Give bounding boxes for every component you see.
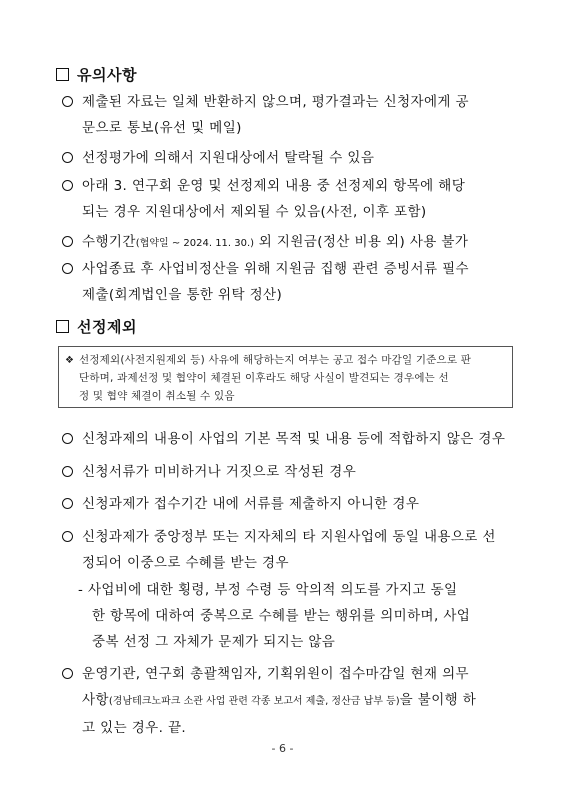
item-text-line: 선정평가에 의해서 지원대상에서 탈락될 수 있음 <box>82 150 375 166</box>
item-text-line <box>62 229 522 257</box>
circle-bullet-icon <box>62 236 73 247</box>
sub-item <box>78 577 518 655</box>
item-small-text: (협약일 ~ 2024. 11. 30.) <box>135 238 255 249</box>
notice-box <box>58 346 513 408</box>
circle-bullet-icon <box>62 152 73 163</box>
item-text: 외 지원금(정산 비용 외) 사용 불가 <box>254 234 469 250</box>
item-text-line: 제출된 자료는 일체 반환하지 않으며, 평가결과는 신청자에게 공 <box>82 94 469 110</box>
item-text-line: 문으로 통보(유선 및 메일) <box>82 120 242 136</box>
checkbox-square-icon <box>56 68 69 81</box>
list-item <box>62 229 522 257</box>
circle-bullet-icon <box>62 668 73 679</box>
circle-bullet-icon <box>62 433 73 444</box>
item-text-line: 되는 경우 지원대상에서 제외될 수 있음(사전, 이후 포함) <box>82 204 427 220</box>
item-text-line: 아래 3. 연구회 운영 및 선정제외 내용 중 선정제외 항목에 해당 <box>82 178 466 194</box>
item-text-line: 고 있는 경우. 끝. <box>82 720 187 736</box>
list-item <box>62 661 522 741</box>
list-item <box>62 145 522 171</box>
item-text: 사항 <box>82 692 109 708</box>
section-heading-exclusions <box>56 316 137 337</box>
page-number: - 6 - <box>271 742 294 755</box>
list-item <box>62 173 522 225</box>
item-text-line: 신청과제의 내용이 사업의 기본 목적 및 내용 등에 적합하지 않은 경우 <box>82 431 506 447</box>
notice-text-line: 정 및 협약 체결이 취소될 수 있음 <box>79 390 235 402</box>
circle-bullet-icon <box>62 180 73 191</box>
circle-bullet-icon <box>62 466 73 477</box>
checkbox-square-icon <box>56 320 69 333</box>
item-text-line: 신청과제가 중앙정부 또는 지자체의 타 지원사업에 동일 내용으로 선 <box>82 529 496 545</box>
sub-text-line: 중복 선정 그 자체가 문제가 되지는 않음 <box>92 634 336 650</box>
item-text-line: 정되어 이중으로 수혜를 받는 경우 <box>82 555 289 571</box>
list-item <box>62 524 522 576</box>
item-text-line: 신청과제가 접수기간 내에 서류를 제출하지 아니한 경우 <box>82 496 420 512</box>
item-text-line: 사업종료 후 사업비정산을 위해 지원금 집행 관련 증빙서류 필수 <box>82 261 469 277</box>
item-text-line: 신청서류가 미비하거나 거짓으로 작성된 경우 <box>82 464 357 480</box>
circle-bullet-icon <box>62 96 73 107</box>
list-item <box>62 89 522 141</box>
sub-text-line: 한 항목에 대하여 중복으로 수혜를 받는 행위를 의미하며, 사업 <box>92 608 471 624</box>
diamond-bullet-icon: ❖ <box>65 355 75 366</box>
item-text-line <box>62 687 522 715</box>
item-text-line: 제출(회계법인을 통한 위탁 정산) <box>82 287 283 303</box>
notice-text-line: 선정제외(사전지원제외 등) 사유에 해당하는지 여부는 공고 접수 마감일 기준으로 판 <box>79 354 472 366</box>
section-title: 유의사항 <box>77 66 137 84</box>
section-heading-notes <box>56 64 137 85</box>
list-item <box>62 459 522 485</box>
section-title: 선정제외 <box>77 318 137 336</box>
item-small-text: (경남테크노파크 소관 사업 관련 각종 보고서 제출, 정산금 납부 등) <box>108 696 400 707</box>
list-item <box>62 256 522 308</box>
circle-bullet-icon <box>62 498 73 509</box>
notice-text-line: 단하며, 과제선정 및 협약이 체결된 이후라도 해당 사실이 발견되는 경우에는 선 <box>79 372 449 384</box>
list-item <box>62 491 522 517</box>
item-text-line: 운영기관, 연구회 총괄책임자, 기획위원이 접수마감일 현재 의무 <box>82 666 469 682</box>
item-text: 수행기간 <box>82 234 136 250</box>
item-text: 을 불이행 하 <box>399 692 477 708</box>
circle-bullet-icon <box>62 263 73 274</box>
sub-text-line: - 사업비에 대한 횡령, 부정 수령 등 악의적 의도를 가지고 동일 <box>78 582 458 598</box>
circle-bullet-icon <box>62 531 73 542</box>
list-item <box>62 426 522 452</box>
